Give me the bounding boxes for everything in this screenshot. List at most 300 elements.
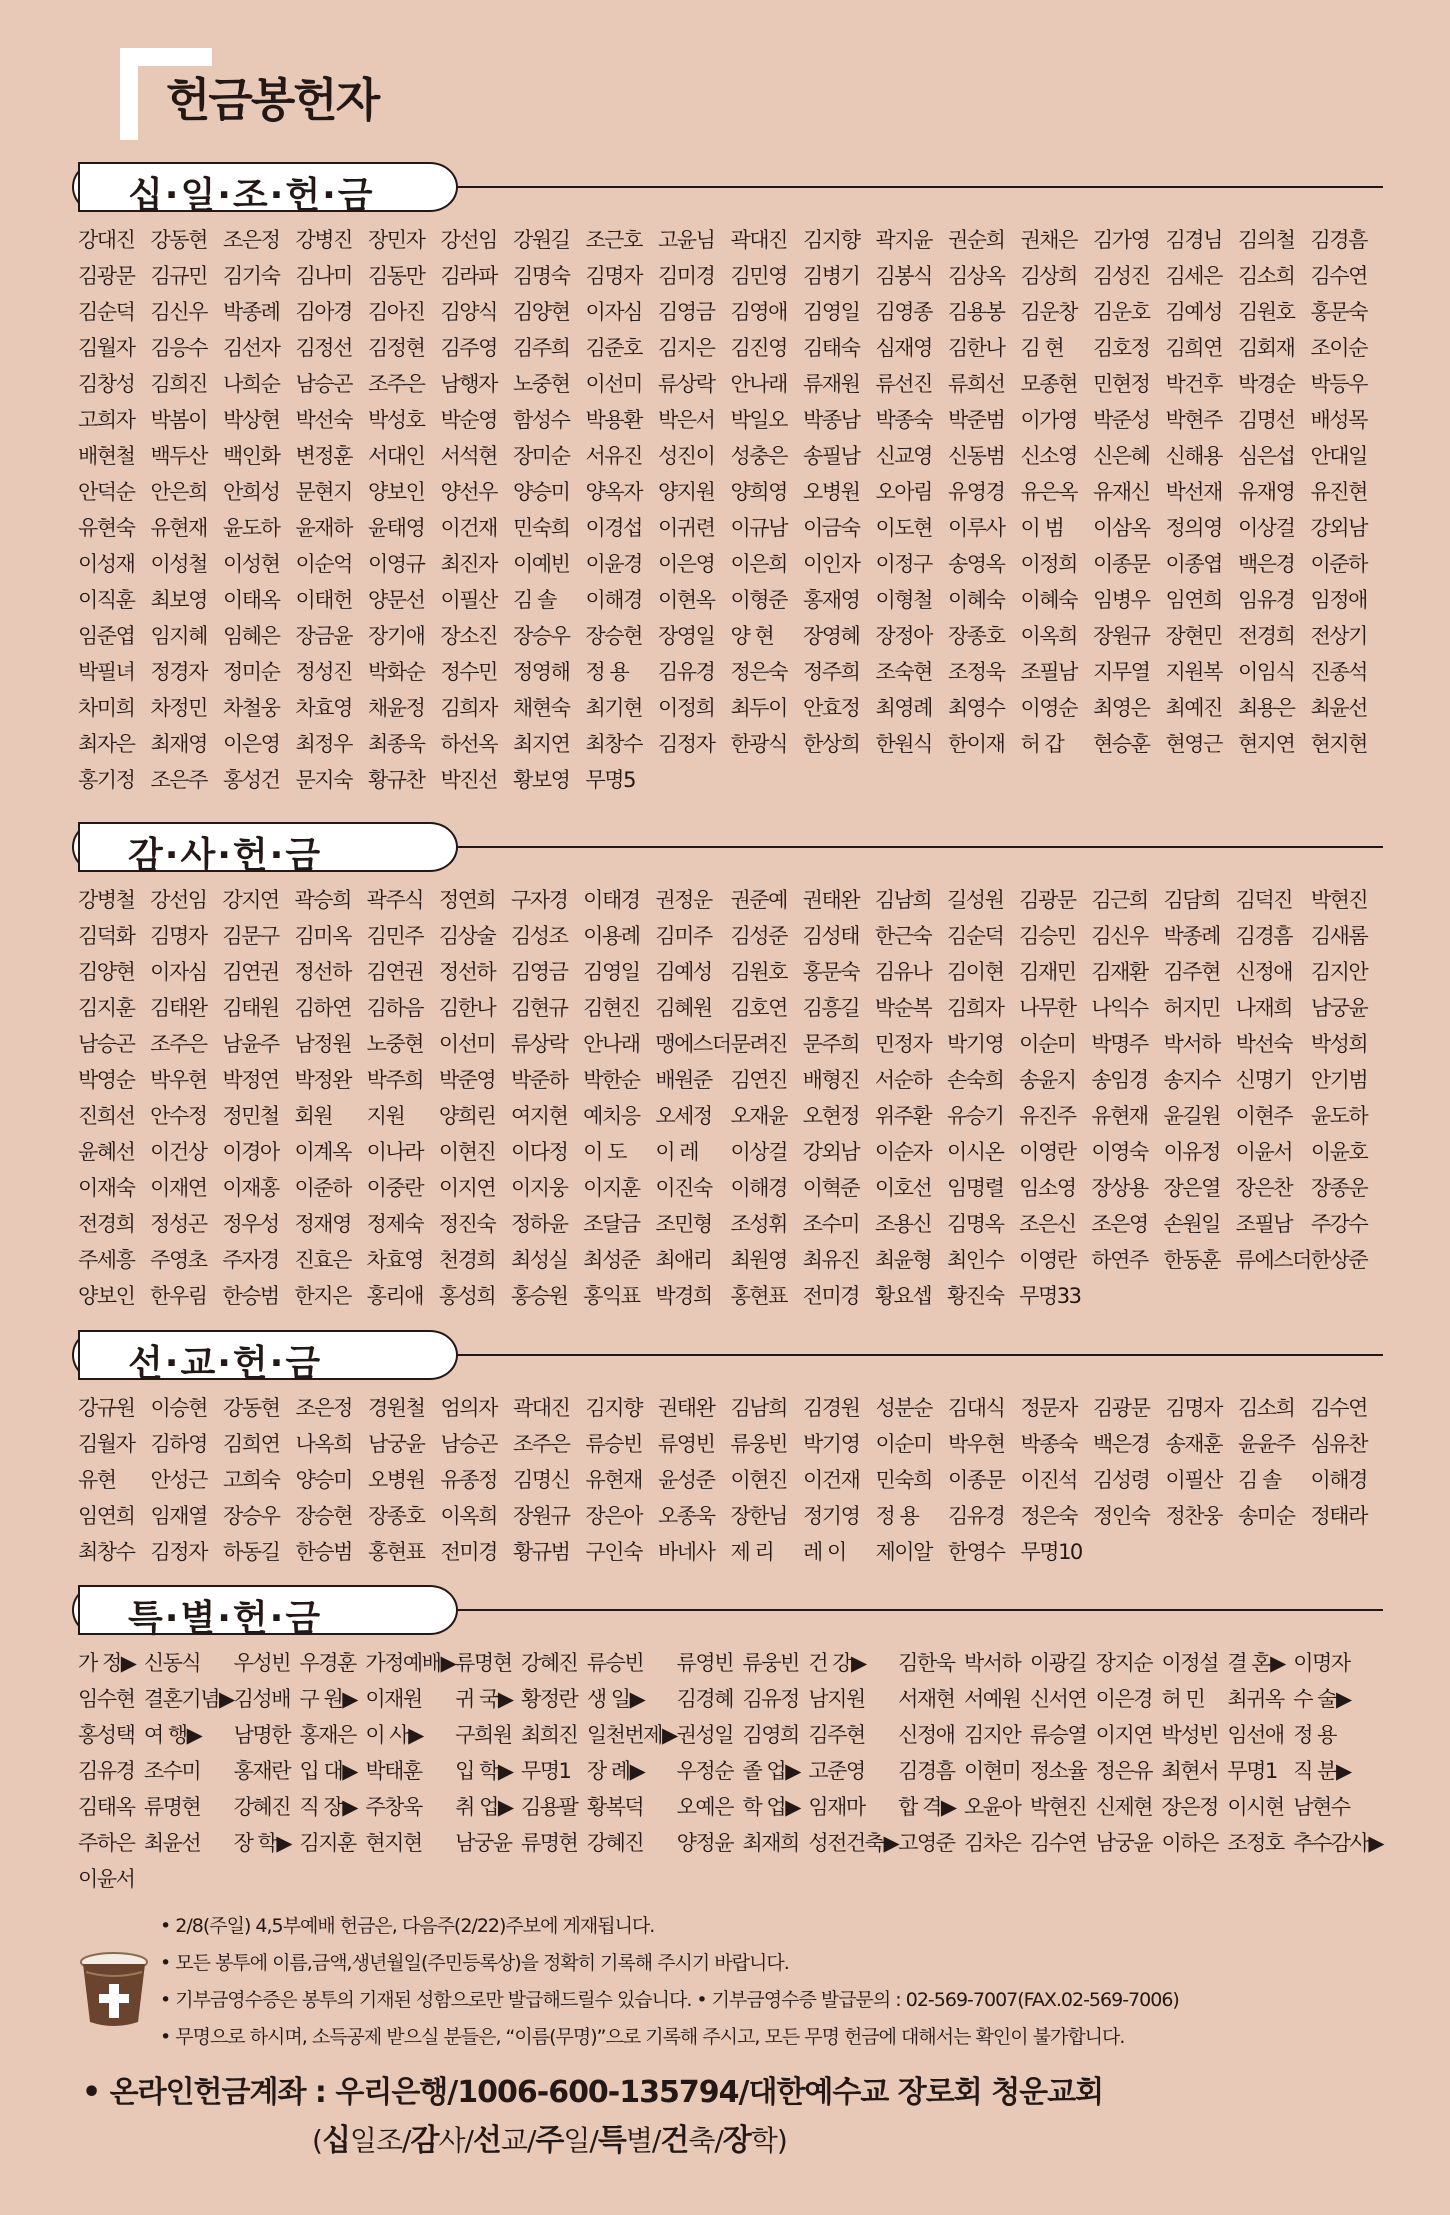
donor-name: 홍재은 (299, 1723, 356, 1747)
donor-name: 조은신 (1019, 1212, 1076, 1236)
donor-name: 류승열 (1029, 1723, 1087, 1747)
donor-name: 나희순 (223, 372, 280, 396)
donor-name: 박등우 (1310, 372, 1367, 396)
donor-name: 김명신 (513, 1468, 570, 1492)
donor-name: 박기영 (947, 1032, 1004, 1056)
donor-name: 김희자 (440, 696, 497, 720)
donor-name: 임수현 (78, 1687, 135, 1711)
donor-name: 조필남 (1020, 660, 1077, 684)
donor-name: 문현지 (295, 480, 352, 504)
donor-name: 김월자 (78, 1432, 135, 1456)
donor-name: 지원 (366, 1104, 405, 1128)
donor-name: 정 용 (585, 660, 629, 684)
donor-name: 최영례 (875, 696, 932, 720)
donor-name: 레 이 (803, 1540, 846, 1564)
donor-name: 김지향 (803, 228, 860, 252)
donor-name: 유재신 (1093, 480, 1150, 504)
donor-name: 김주희 (513, 336, 570, 360)
donor-name: 정 용 (875, 1504, 919, 1528)
donor-name: 김순덕 (947, 924, 1004, 948)
donor-name: 장종호 (948, 624, 1005, 648)
donor-name: 유현재 (1091, 1104, 1148, 1128)
donor-name: 윤길원 (1163, 1104, 1220, 1128)
section-tithe (78, 162, 1383, 798)
donor-name: 졸 업▶ (742, 1759, 800, 1783)
donor-name: 조은정 (295, 1396, 352, 1420)
donor-name: 박기영 (803, 1432, 860, 1456)
donor-name: 남승곤 (295, 372, 352, 396)
donor-name: 정영해 (513, 660, 570, 684)
donor-name: 정선하 (438, 960, 496, 984)
donor-name: 무명10 (1020, 1540, 1082, 1564)
donor-name: 지원복 (1165, 660, 1222, 684)
donor-name: 성충은 (730, 444, 787, 468)
donor-name: 장미순 (513, 444, 570, 468)
donor-name: 심재영 (875, 336, 932, 360)
donor-name: 장현민 (1165, 624, 1222, 648)
donor-name: 김영일 (803, 300, 860, 324)
donor-name: 김원호 (1238, 300, 1295, 324)
donor-name: 최성실 (511, 1248, 568, 1272)
donor-name: 최유진 (802, 1248, 860, 1272)
donor-name: 김용봉 (948, 300, 1005, 324)
donor-name: 양희영 (730, 480, 787, 504)
donor-name: 양옥자 (585, 480, 642, 504)
donor-name: 한상희 (803, 732, 860, 756)
donor-name: 이 범 (1020, 516, 1064, 540)
donor-name: 김문구 (222, 924, 279, 948)
donor-name: 이정희 (1020, 552, 1077, 576)
donor-name: 박경순 (1238, 372, 1295, 396)
donor-name: 김지안 (963, 1723, 1021, 1747)
offering-basket-icon (78, 1950, 150, 2028)
donor-name: 곽지윤 (875, 228, 932, 252)
donor-name: 박은서 (658, 408, 715, 432)
donor-name: 한원식 (875, 732, 932, 756)
donor-name: 오세정 (655, 1104, 712, 1128)
donor-name: 박태훈 (365, 1759, 422, 1783)
offering-notes (160, 1908, 1420, 2056)
donor-name: 장승우 (223, 1504, 280, 1528)
donor-name: 김예성 (655, 960, 712, 984)
donor-name: 민현정 (1093, 372, 1150, 396)
donor-name: 유진현 (1310, 480, 1367, 504)
donor-name: 김순덕 (78, 300, 135, 324)
donor-name: 이영규 (368, 552, 425, 576)
donor-name: 김창성 (78, 372, 135, 396)
donor-name: 윤성준 (658, 1468, 715, 1492)
donor-name: 한승범 (295, 1540, 352, 1564)
donor-name: 안나래 (583, 1032, 640, 1056)
donor-name: 홍승원 (511, 1284, 568, 1308)
donor-name: 임유경 (1238, 588, 1295, 612)
donor-name: 이정설 (1161, 1651, 1218, 1675)
donor-name: 이현주 (1235, 1104, 1293, 1128)
donor-name: 추수감사▶ (1293, 1831, 1383, 1855)
donor-name: 김예성 (1165, 300, 1222, 324)
donor-name: 송영옥 (948, 552, 1005, 576)
donor-name: 김명자 (1165, 1396, 1222, 1420)
donor-name: 모종현 (1020, 372, 1077, 396)
donor-name: 강지연 (222, 888, 279, 912)
donor-name: 구희원 (455, 1723, 512, 1747)
donor-name: 윤재하 (295, 516, 352, 540)
donor-name: 강규원 (78, 1396, 135, 1420)
donor-name: 유은옥 (1020, 480, 1077, 504)
donor-name: 김월자 (78, 336, 135, 360)
donor-name: 입 대▶ (299, 1759, 357, 1783)
donor-name: 김민주 (366, 924, 424, 948)
donor-name: 김재환 (1091, 960, 1148, 984)
donor-name: 한상준 (1310, 1248, 1368, 1272)
donor-name: 신해용 (1165, 444, 1222, 468)
donor-name: 유승기 (947, 1104, 1004, 1128)
donor-name: 이성현 (223, 552, 280, 576)
donor-name: 윤혜선 (78, 1140, 135, 1164)
donor-name-list (78, 1390, 1383, 1570)
donor-name: 가 정▶ (78, 1651, 136, 1675)
donor-name: 민정자 (874, 1032, 932, 1056)
donor-name: 최원영 (730, 1248, 787, 1272)
donor-name: 권준예 (730, 888, 787, 912)
donor-name: 이영순 (1020, 696, 1077, 720)
donor-name: 박명주 (1091, 1032, 1148, 1056)
donor-name: 김희진 (150, 372, 207, 396)
donor-name: 장영혜 (803, 624, 860, 648)
donor-name: 유종정 (440, 1468, 497, 1492)
donor-name: 손숙희 (947, 1068, 1004, 1092)
donor-name: 이선미 (438, 1032, 496, 1056)
donor-name: 경원철 (368, 1396, 425, 1420)
donor-name: 정재영 (294, 1212, 351, 1236)
donor-name: 박종남 (803, 408, 860, 432)
donor-name: 수 술▶ (1293, 1687, 1351, 1711)
donor-name: 이 사▶ (365, 1723, 423, 1747)
donor-name: 결혼기념▶ (143, 1687, 234, 1711)
donor-name: 배성목 (1310, 408, 1367, 432)
donor-name: 배형진 (802, 1068, 860, 1092)
donor-name: 곽대진 (513, 1396, 570, 1420)
donor-name: 서유진 (585, 444, 642, 468)
donor-name: 박순영 (440, 408, 497, 432)
donor-name: 정은유 (1095, 1759, 1153, 1783)
donor-name: 나재희 (1235, 996, 1293, 1020)
donor-name: 이은경 (1095, 1687, 1153, 1711)
donor-name: 임선애 (1227, 1723, 1284, 1747)
donor-name: 이삼옥 (1093, 516, 1150, 540)
donor-name: 이루사 (948, 516, 1005, 540)
donor-name: 김대식 (948, 1396, 1005, 1420)
donor-name: 이은희 (730, 552, 787, 576)
donor-name: 오병원 (803, 480, 860, 504)
donor-name: 하동길 (223, 1540, 280, 1564)
donor-name: 안대일 (1310, 444, 1367, 468)
donor-name: 박현진 (1029, 1795, 1087, 1819)
donor-name: 정민철 (222, 1104, 279, 1128)
donor-name: 김가영 (1093, 228, 1150, 252)
donor-name: 유재영 (1238, 480, 1295, 504)
donor-name: 조수미 (143, 1759, 201, 1783)
donor-name: 신정애 (898, 1723, 955, 1747)
section-rule (458, 1354, 1383, 1356)
donor-name: 전상기 (1310, 624, 1367, 648)
donor-name: 정경자 (150, 660, 207, 684)
donor-name: 건 강▶ (808, 1651, 866, 1675)
donor-name: 신정애 (1235, 960, 1293, 984)
donor-name: 임소영 (1019, 1176, 1076, 1200)
donor-name: 최창수 (585, 732, 642, 756)
donor-name: 김유경 (948, 1504, 1005, 1528)
donor-name: 권채은 (1020, 228, 1077, 252)
donor-name: 구자경 (511, 888, 568, 912)
donor-name: 회원 (294, 1104, 333, 1128)
donor-name: 양 현 (730, 624, 774, 648)
donor-name: 홍문숙 (802, 960, 860, 984)
donor-name: 이정희 (658, 696, 715, 720)
donor-name: 서대인 (368, 444, 425, 468)
donor-name: 결 혼▶ (1227, 1651, 1285, 1675)
donor-name: 무명1 (1227, 1759, 1277, 1783)
donor-name: 이 레 (655, 1140, 699, 1164)
donor-name: 한이재 (948, 732, 1005, 756)
donor-name: 이금숙 (803, 516, 860, 540)
donor-name: 학 업▶ (742, 1795, 800, 1819)
donor-name: 최재희 (742, 1831, 799, 1855)
donor-name: 강혜진 (586, 1831, 644, 1855)
donor-name: 황규범 (513, 1540, 570, 1564)
donor-name: 임지혜 (150, 624, 207, 648)
donor-name: 유영경 (948, 480, 1005, 504)
donor-name: 김신우 (1091, 924, 1148, 948)
donor-name: 박영순 (78, 1068, 135, 1092)
donor-name: 강원길 (513, 228, 570, 252)
donor-name: 홍문숙 (1310, 300, 1367, 324)
donor-name: 박일오 (730, 408, 787, 432)
donor-name: 박성희 (1310, 1032, 1368, 1056)
donor-name: 강동현 (150, 228, 207, 252)
donor-name: 박상현 (223, 408, 280, 432)
donor-name: 장승우 (513, 624, 570, 648)
donor-name: 최자은 (78, 732, 135, 756)
donor-name: 강선임 (150, 888, 207, 912)
donor-name: 조은정 (223, 228, 280, 252)
donor-name: 양선우 (440, 480, 497, 504)
donor-name: 송임경 (1091, 1068, 1148, 1092)
donor-name: 정주희 (803, 660, 860, 684)
donor-name: 김혜원 (655, 996, 712, 1020)
donor-name: 김용팔 (520, 1795, 578, 1819)
donor-name: 김아진 (368, 300, 425, 324)
donor-name: 서예원 (963, 1687, 1021, 1711)
donor-name: 가정예배▶ (365, 1651, 456, 1675)
donor-name: 최현서 (1161, 1759, 1218, 1783)
donor-name: 직 장▶ (299, 1795, 357, 1819)
donor-name: 현승훈 (1093, 732, 1150, 756)
section-title: 선·교·헌·금 (128, 1343, 323, 1384)
donor-name: 이종문 (1093, 552, 1150, 576)
donor-name: 김희연 (1165, 336, 1222, 360)
donor-name: 이선미 (585, 372, 642, 396)
donor-name: 최두이 (730, 696, 787, 720)
donor-name: 류웅빈 (730, 1432, 787, 1456)
donor-name: 송윤지 (1019, 1068, 1076, 1092)
donor-name: 김아경 (295, 300, 352, 324)
section-missions (78, 1330, 1383, 1570)
donor-name: 장기애 (368, 624, 425, 648)
donor-name: 정하윤 (511, 1212, 568, 1236)
donor-name: 이상걸 (1238, 516, 1295, 540)
donor-name: 김선자 (223, 336, 280, 360)
donor-name: 취 업▶ (455, 1795, 513, 1819)
donor-name: 김명숙 (513, 264, 570, 288)
donor-name: 남궁윤 (455, 1831, 512, 1855)
donor-name: 최성준 (583, 1248, 640, 1272)
donor-name: 이재숙 (78, 1176, 135, 1200)
donor-name: 박성호 (368, 408, 425, 432)
donor-name: 이귀련 (658, 516, 715, 540)
donor-name: 문려진 (730, 1032, 787, 1056)
donor-name: 임연희 (1165, 588, 1222, 612)
donor-name: 황복덕 (586, 1795, 644, 1819)
donor-name: 김하연 (294, 996, 351, 1020)
donor-name: 김흥길 (802, 996, 860, 1020)
donor-name: 황정란 (520, 1687, 578, 1711)
donor-name: 김영희 (742, 1723, 799, 1747)
donor-name: 차미희 (78, 696, 135, 720)
donor-name: 김덕화 (78, 924, 135, 948)
donor-name: 이가영 (1020, 408, 1077, 432)
donor-name: 진종석 (1310, 660, 1367, 684)
donor-name: 노중현 (366, 1032, 424, 1056)
donor-name: 류명현 (143, 1795, 201, 1819)
donor-name: 정제숙 (366, 1212, 424, 1236)
donor-name: 김성조 (511, 924, 568, 948)
donor-name: 김운호 (1093, 300, 1150, 324)
donor-name: 최정우 (295, 732, 352, 756)
donor-name: 주자경 (222, 1248, 279, 1272)
donor-name: 김한욱 (898, 1651, 955, 1675)
donor-name: 전경희 (78, 1212, 135, 1236)
donor-name: 이태옥 (223, 588, 280, 612)
donor-name: 안나래 (730, 372, 787, 396)
donor-name: 남궁윤 (368, 1432, 425, 1456)
donor-name: 김세은 (1165, 264, 1222, 288)
donor-name: 이자심 (150, 960, 207, 984)
donor-name: 최윤선 (1310, 696, 1367, 720)
donor-name: 남궁윤 (1095, 1831, 1153, 1855)
donor-name: 윤태영 (368, 516, 425, 540)
donor-name: 김미주 (655, 924, 712, 948)
donor-name: 최윤형 (874, 1248, 932, 1272)
donor-name: 한승범 (222, 1284, 279, 1308)
donor-name: 이상걸 (730, 1140, 787, 1164)
donor-name: 구인숙 (585, 1540, 642, 1564)
donor-name: 무명33 (1019, 1284, 1081, 1308)
donor-name: 김경님 (1165, 228, 1222, 252)
donor-name: 이준하 (294, 1176, 351, 1200)
donor-name: 정인숙 (1093, 1504, 1150, 1528)
donor-name: 정수민 (440, 660, 497, 684)
donor-name: 류웅빈 (742, 1651, 799, 1675)
donor-name: 맹에스더 (655, 1032, 731, 1056)
donor-name: 윤도하 (1310, 1104, 1368, 1128)
donor-name: 김근희 (1091, 888, 1148, 912)
donor-name: 박진선 (440, 768, 497, 792)
donor-name: 이영란 (1019, 1248, 1076, 1272)
donor-name: 김연권 (222, 960, 279, 984)
donor-name: 여지현 (511, 1104, 568, 1128)
donor-name: 조은영 (1091, 1212, 1148, 1236)
donor-name: 조성휘 (730, 1212, 787, 1236)
donor-name: 신은혜 (1093, 444, 1150, 468)
donor-name: 김희연 (223, 1432, 280, 1456)
donor-name: 김기숙 (223, 264, 280, 288)
donor-name: 이지연 (438, 1176, 496, 1200)
donor-name: 우경훈 (299, 1651, 356, 1675)
donor-name: 김지훈 (78, 996, 135, 1020)
donor-name: 임혜은 (223, 624, 280, 648)
donor-name: 김재민 (1019, 960, 1076, 984)
donor-name: 정은숙 (1020, 1504, 1077, 1528)
donor-name: 이시현 (1227, 1795, 1284, 1819)
donor-name: 김태완 (150, 996, 207, 1020)
donor-name: 류승빈 (585, 1432, 642, 1456)
donor-name: 김광문 (78, 264, 135, 288)
donor-name: 강혜진 (233, 1795, 290, 1819)
donor-name: 손원일 (1163, 1212, 1220, 1236)
donor-name: 이건상 (150, 1140, 207, 1164)
donor-name: 강외남 (1310, 516, 1367, 540)
note-line: • 무명으로 하시며, 소득공제 받으실 분들은, “이름(무명)”으로 기록해 주시고, 모든 무명 헌금에 대해서는 확인이 불가합니다. (160, 2026, 1125, 2048)
donor-name: 임준엽 (78, 624, 135, 648)
donor-name: 김상희 (1020, 264, 1077, 288)
donor-name: 정찬웅 (1165, 1504, 1222, 1528)
donor-name: 김소희 (1238, 1396, 1295, 1420)
donor-name: 권정운 (655, 888, 712, 912)
donor-name: 이영란 (1019, 1140, 1076, 1164)
donor-name: 정태라 (1310, 1504, 1367, 1528)
donor-name: 백인화 (223, 444, 280, 468)
section-title: 특·별·헌·금 (128, 1598, 323, 1639)
donor-name: 김광문 (1019, 888, 1076, 912)
donor-name: 조은주 (150, 768, 207, 792)
donor-name: 박화순 (368, 660, 425, 684)
donor-name: 김원호 (730, 960, 787, 984)
donor-name: 박정완 (294, 1068, 351, 1092)
section-title: 감·사·헌·금 (128, 835, 323, 876)
donor-name: 이규남 (730, 516, 787, 540)
donor-name: 한동훈 (1163, 1248, 1220, 1272)
donor-name: 이유정 (1163, 1140, 1220, 1164)
donor-name: 조정욱 (948, 660, 1005, 684)
donor-name: 김상옥 (948, 264, 1005, 288)
donor-name: 김경흠 (1235, 924, 1293, 948)
donor-name: 장 례▶ (586, 1759, 645, 1783)
donor-name: 송재훈 (1165, 1432, 1222, 1456)
donor-name: 김한나 (948, 336, 1005, 360)
donor-name: 장정아 (875, 624, 932, 648)
donor-name: 일천번제▶ (586, 1723, 677, 1747)
donor-name: 김이현 (947, 960, 1004, 984)
donor-name: 김경흠 (1310, 228, 1367, 252)
donor-name: 이혁준 (802, 1176, 860, 1200)
donor-name: 김남희 (874, 888, 932, 912)
donor-name: 류승빈 (586, 1651, 644, 1675)
donor-name: 이건재 (440, 516, 497, 540)
donor-name: 김명자 (585, 264, 642, 288)
donor-name: 김주현 (808, 1723, 865, 1747)
donor-name: 권순희 (948, 228, 1005, 252)
